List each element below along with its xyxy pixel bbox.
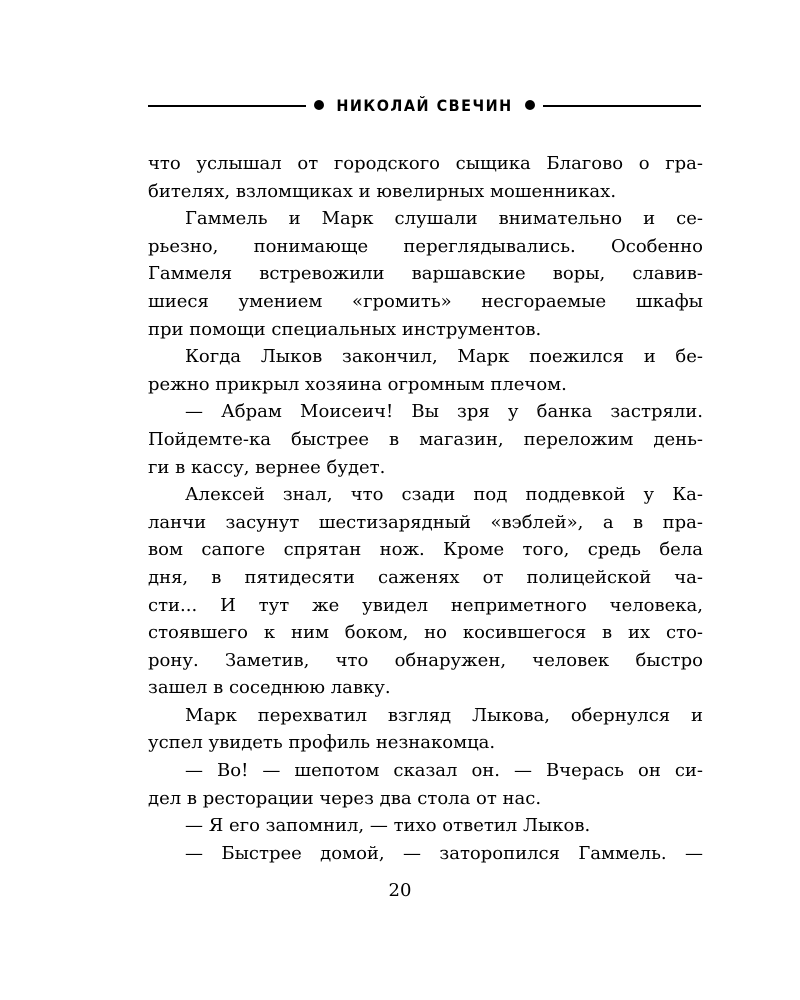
text-line: успел увидеть профиль незнакомца. bbox=[148, 732, 496, 754]
text-line: режно прикрыл хозяина огромным плечом. bbox=[148, 373, 567, 395]
text-line: — Я его запомнил, — тихо ответил Лыков. bbox=[185, 815, 591, 837]
text-line: — Во! — шепотом сказал он. — Вчерась он си- bbox=[185, 760, 703, 782]
author-name: НИКОЛАЙ СВЕЧИН bbox=[336, 96, 513, 115]
text-line: Пойдемте-ка быстрее в магазин, переложим день- bbox=[148, 428, 703, 450]
running-header bbox=[148, 94, 701, 118]
text-line: — Абрам Моисеич! Вы зря у банка застряли. bbox=[185, 401, 703, 423]
text-line: Марк перехватил взгляд Лыкова, обернулся и bbox=[185, 704, 703, 726]
text-line: сти... И тут же увидел неприметного человека, bbox=[148, 594, 703, 616]
text-line: шиеся умением «громить» несгораемые шкафы bbox=[148, 290, 703, 312]
text-line: бителях, взломщиках и ювелирных мошенниках. bbox=[148, 180, 617, 202]
text-line: дня, в пятидесяти саженях от полицейской ча- bbox=[148, 566, 703, 588]
text-line: — Быстрее домой, — заторопился Гаммель. — bbox=[185, 842, 703, 864]
text-line: ги в кассу, вернее будет. bbox=[148, 456, 386, 478]
text-line: Алексей знал, что сзади под поддевкой у Ка- bbox=[185, 484, 703, 506]
text-line: при помощи специальных инструментов. bbox=[148, 318, 542, 340]
text-line: рьезно, понимающе переглядывались. Особенно bbox=[148, 235, 703, 257]
text-line: вом сапоге спрятан нож. Кроме того, средь бела bbox=[148, 539, 703, 561]
header-bullet-right bbox=[525, 100, 535, 110]
text-line: Когда Лыков закончил, Марк поежился и бе- bbox=[185, 346, 703, 368]
text-line: Гаммель и Марк слушали внимательно и се- bbox=[185, 208, 703, 230]
text-line: ланчи засунут шестизарядный «вэблей», а в пра- bbox=[148, 511, 703, 533]
text-line: стоявшего к ним боком, но косившегося в их сто- bbox=[148, 622, 703, 644]
text-line: что услышал от городского сыщика Благово о гра- bbox=[148, 153, 703, 174]
page-number: 20 bbox=[388, 880, 412, 901]
text-line: рону. Заметив, что обнаружен, человек быстро bbox=[148, 649, 703, 671]
body-text bbox=[148, 150, 703, 867]
text-line: Гаммеля встревожили варшавские воры, славив- bbox=[148, 263, 703, 285]
text-line: зашел в соседнюю лавку. bbox=[148, 677, 391, 699]
text-line: дел в ресторации через два стола от нас. bbox=[148, 787, 542, 809]
header-rule-right bbox=[543, 105, 701, 107]
